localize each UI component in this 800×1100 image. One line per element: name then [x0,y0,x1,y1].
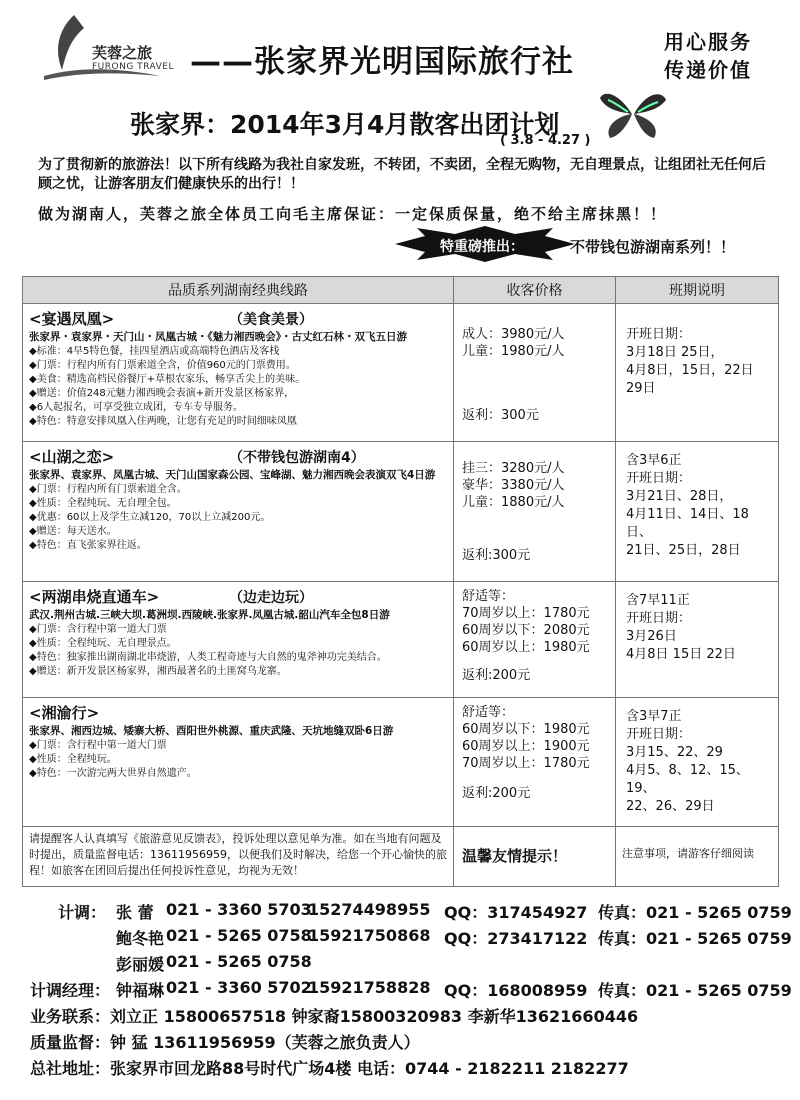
route-desc: 武汉.荆州古城.三峡大坝.葛洲坝.西陵峡.张家界.凤凰古城.韶山汽车全包8日游 [29,609,390,621]
promise-text: 做为湖南人，芙蓉之旅全体员工向毛主席保证：一定保质保量，绝不给主席抹黑！！ [38,205,668,223]
schedule-line: 4月5、8、12、15、19、 [626,763,749,796]
schedule-line: 4月8日，15日，22日 [626,363,754,378]
slogan-line-1: 用心服务 [664,30,752,54]
price-line: 70周岁以上：1780元 [462,756,590,771]
price-line: 舒适等： [462,589,515,604]
business-contacts [30,1004,788,1030]
schedule-line: 3月21日、28日， [626,489,733,504]
schedule-line: 含7早11正 [626,593,690,608]
agency-name: ——张家界光明国际旅行社 [190,44,574,80]
contact-name: 彭丽媛 [116,955,165,974]
rebate: 返利:200元 [462,786,531,801]
business-line: 业务联系：刘立正 15800657518 钟家裔15800320983 李新华13621660446 [30,1007,639,1026]
route-bullet: ◆特色：独家推出湖南湖北串烧游，人类工程奇迹与大自然的鬼斧神功完美结合。 [29,652,387,663]
price-line: 70周岁以上：1780元 [462,606,590,621]
address-line: 总社地址：张家界市回龙路88号时代广场4楼 电话：0744 - 2182211 2182277 [30,1059,629,1078]
contact-phone: 021 - 5265 0758 [166,926,312,945]
price-line: 成人：3980元/人 [462,327,565,342]
route-bullet: ◆优惠：60以上及学生立减120，70以上立减200元。 [29,512,271,523]
price-line: 60周岁以上：1980元 [462,640,590,655]
contact-fax: 传真：021 - 5265 0759 [598,903,792,922]
slogan [664,28,752,84]
contact-name: 张 蕾 [116,903,154,922]
price-line: 挂三：3280元/人 [462,461,565,476]
intro-text: 为了贯彻新的旅游法！以下所有线路为我社自家发班，不转团，不卖团，全程无购物，无自理景点，让组团社无任何后顾之忧，让游客朋友们健康快乐的出行！！ [38,157,766,192]
route-bullet: ◆标准：4早5特色餐，挂四星酒店或高端特色酒店及客栈 [29,346,280,357]
caution-label: 注意事项，请游客仔细阅读 [622,847,754,860]
date-range: ( 3.8 - 4.27 ) [500,133,591,148]
tips-label: 温馨友情提示！ [462,847,568,865]
schedule-line: 3月15、22、29 [626,745,723,760]
quality-line: 质量监督：钟 猛 13611956959（芙蓉之旅负责人） [30,1033,420,1052]
contacts-section [30,900,792,1082]
rebate: 返利:300元 [462,548,531,563]
contact-qq: QQ：273417122 [444,929,588,948]
contact-role: 计调经理： [30,981,111,1000]
contact-phone: 021 - 5265 0758 [166,952,312,971]
burst-label: 特重磅推出： [440,239,524,255]
contact-mobile: 15274498955 [308,900,431,919]
logo-english: FURONG TRAVEL [92,62,174,72]
table-footer-row [23,827,779,887]
slogan-line-2: 传递价值 [664,58,752,82]
page-title: 张家界：2014年3月4月散客出团计划 [130,110,560,139]
price-line: 豪华：3380元/人 [462,478,565,493]
route-desc: 张家界・袁家界・天门山・凤凰古城・《魅力湘西晚会》・古丈红石林・双飞五日游 [29,331,407,343]
rebate: 返利:200元 [462,668,531,683]
header-price: 收客价格 [454,277,616,304]
schedule-line: 开班日期： [626,327,692,342]
route-tag: （美食美景） [229,312,313,328]
route-bullet: ◆6人起报名，可享受独立成团，专车专导服务。 [29,402,244,413]
quality-supervision [30,1030,788,1056]
table-header-row [23,277,779,304]
route-bullet: ◆门票：行程内所有门票索道全含。 [29,484,187,495]
schedule-line: 开班日期： [626,727,692,742]
contact-row [30,978,792,1004]
schedule-line: 22、26、29日 [626,799,715,814]
contact-phone: 021 - 3360 5703 [166,900,312,919]
schedule-line: 含3早6正 [626,453,682,468]
price-line: 舒适等： [462,705,515,720]
head-office-address [30,1056,788,1082]
rebate: 返利：300元 [462,408,539,423]
route-bullet: ◆特色：特意安排凤凰入住两晚，让您有充足的时间细味凤凰 [29,416,297,427]
price-line: 60周岁以下：2080元 [462,623,590,638]
contact-name: 鲍冬艳 [116,929,165,948]
route-tag: （不带钱包游湖南4） [229,450,365,466]
route-bullet: ◆性质：全程纯玩、无自理景点。 [29,638,177,649]
contact-phone: 021 - 3360 5702 [166,978,312,997]
contact-mobile: 15921750868 [308,926,431,945]
contact-name: 钟福琳 [116,981,165,1000]
contact-row [58,900,792,926]
schedule-line: 4月11日、14日、18日、 [626,507,749,540]
route-bullet: ◆美食：精选高档民俗餐厅+草根农家乐，畅享舌尖上的美味。 [29,374,306,385]
schedule-line: 29日 [626,381,656,396]
table-row [23,582,779,698]
contact-qq: QQ：168008959 [444,981,588,1000]
route-bullet: ◆赠送：价值248元魅力湘西晚会表演+新开发景区杨家界， [29,388,295,399]
price-line: 儿童：1980元/人 [462,344,565,359]
table-row [23,698,779,827]
schedule-line: 开班日期： [626,611,692,626]
route-bullet: ◆性质：全程纯玩。 [29,754,117,765]
contact-fax: 传真：021 - 5265 0759 [598,981,792,1000]
contact-row [58,926,792,952]
butterfly-icon [598,88,668,140]
route-bullet: ◆门票：含行程中第一道大门票 [29,624,167,635]
route-bullet: ◆特色：一次游完两大世界自然遗产。 [29,768,197,779]
contact-qq: QQ：317454927 [444,903,588,922]
feedback-note: 请提醒客人认真填写《旅游意见反馈表》，投诉处理以意见单为准。如在当地有问题及时提出，质量监督电话：13611956959，以便我们及时解决，给您一个开心愉快的旅程！如旅客在团回后提出任何投诉性意见，均视为无效！ [29,832,447,877]
routes-table [22,276,779,887]
price-line: 60周岁以上：1900元 [462,739,590,754]
contact-role: 计调： [58,903,107,922]
contact-mobile: 15921758828 [308,978,431,997]
schedule-line: 含3早7正 [626,709,682,724]
table-row [23,442,779,582]
price-line: 60周岁以下：1980元 [462,722,590,737]
header-routes: 品质系列湖南经典线路 [23,277,454,304]
logo-name: 芙蓉之旅 [92,44,153,62]
series-text: 不带钱包游湖南系列！！ [570,238,736,256]
schedule-line: 3月18日 25日， [626,345,724,360]
route-bullet: ◆赠送：每天送水。 [29,526,117,537]
route-name: <两湖串烧直通车> [29,588,160,606]
schedule-line: 4月8日 15日 22日 [626,647,736,662]
route-bullet: ◆门票：行程内所有门票索道全含，价值960元的门票费用。 [29,360,296,371]
route-name: <山湖之恋> [29,448,115,466]
contact-fax: 传真：021 - 5265 0759 [598,929,792,948]
route-bullet: ◆性质：全程纯玩、无自理全包。 [29,498,177,509]
header-schedule: 班期说明 [616,277,779,304]
schedule-line: 3月26日 [626,629,677,644]
route-desc: 张家界、袁家界、凤凰古城、天门山国家森公园、宝峰湖、魅力湘西晚会表演双飞4日游 [29,469,436,481]
route-name: <湘渝行> [29,704,100,722]
route-bullet: ◆赠送：新开发景区杨家界，湘西最著名的土匪窝乌龙寨。 [29,666,287,677]
schedule-line: 开班日期： [626,471,692,486]
route-bullet: ◆特色：直飞张家界往返。 [29,540,147,551]
route-tag: （边走边玩） [229,590,313,606]
schedule-line: 21日、25日，28日 [626,543,741,558]
table-row [23,304,779,442]
route-desc: 张家界、湘西边城、矮寨大桥、酉阳世外桃源、重庆武隆、天坑地缝双卧6日游 [29,725,394,737]
contact-row [58,952,788,978]
route-name: <宴遇凤凰> [29,310,115,328]
price-line: 儿童：1880元/人 [462,495,565,510]
route-bullet: ◆门票：含行程中第一道大门票 [29,740,167,751]
